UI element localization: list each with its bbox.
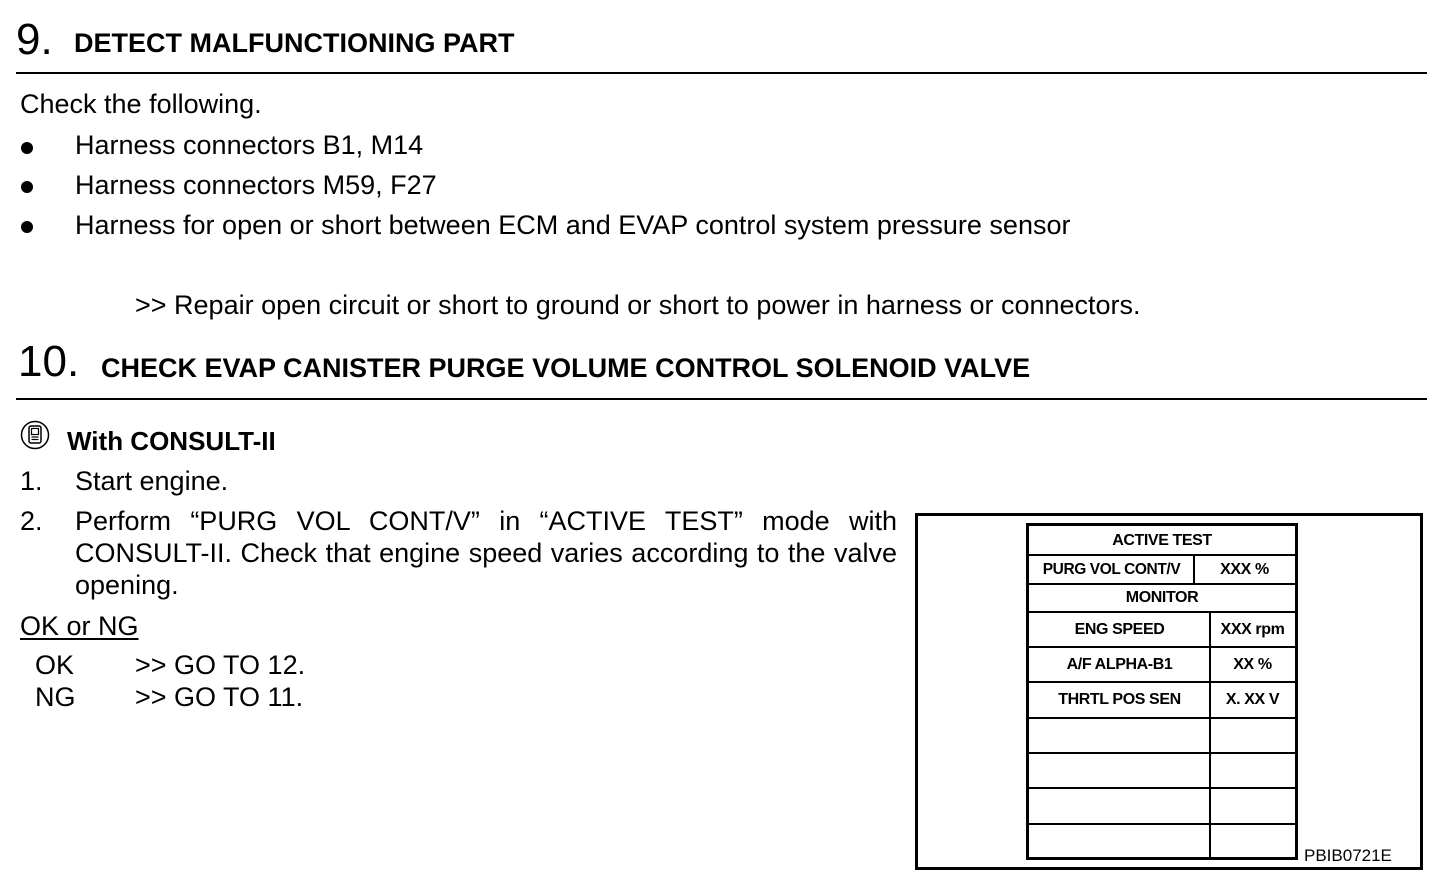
bullet-item: Harness connectors B1, M14	[75, 130, 424, 160]
figure-monitor-item	[1029, 753, 1210, 788]
consult-icon	[20, 420, 50, 450]
step-number: 2.	[20, 506, 43, 536]
figure-monitor-value	[1210, 788, 1295, 824]
figure-test-value: XXX %	[1220, 560, 1269, 578]
figure-header: ACTIVE TEST	[1112, 531, 1212, 549]
figure-id: PBIB0721E	[1304, 846, 1392, 865]
result-action-ng: >> GO TO 11.	[135, 682, 304, 712]
tool-label: With CONSULT-II	[67, 426, 276, 456]
result-action-ok: >> GO TO 12.	[135, 650, 306, 680]
section-10-title: CHECK EVAP CANISTER PURGE VOLUME CONTROL SOLENOID VALVE	[101, 353, 1031, 383]
figure-monitor-value: XX %	[1233, 655, 1272, 673]
figure-monitor-value: X. XX V	[1225, 691, 1280, 708]
figure-monitor-label: MONITOR	[1125, 589, 1199, 606]
figure-monitor-value	[1210, 753, 1295, 788]
figure-monitor-value	[1210, 824, 1295, 857]
figure-monitor-item: ENG SPEED	[1074, 620, 1165, 638]
bullet-icon	[21, 221, 33, 233]
figure-monitor-value: XXX rpm	[1220, 620, 1285, 638]
figure-test-item: PURG VOL CONT/V	[1042, 560, 1181, 578]
bullet-item: Harness for open or short between ECM and EVAP control system pressure sensor	[75, 210, 1071, 240]
step-text: Start engine.	[75, 466, 229, 496]
section-9-title: DETECT MALFUNCTIONING PART	[74, 28, 515, 58]
step-text: Perform “PURG VOL CONT/V” in “ACTIVE TEST” mode with CONSULT-II. Check that engine speed varies according to the valve opening.	[75, 506, 897, 600]
figure-monitor-item: A/F ALPHA-B1	[1066, 655, 1173, 673]
bullet-item: Harness connectors M59, F27	[75, 170, 437, 200]
result-code-ng: NG	[35, 682, 76, 712]
section-10-number: 10.	[18, 337, 80, 386]
figure-monitor-item	[1029, 788, 1210, 824]
bullet-icon	[21, 142, 33, 154]
figure-monitor-item	[1029, 718, 1210, 753]
step-number: 1.	[20, 466, 43, 496]
section-9-intro: Check the following.	[20, 89, 262, 119]
result-code-ok: OK	[35, 650, 75, 680]
figure-monitor-value	[1210, 718, 1295, 753]
section-9-action: >> Repair open circuit or short to ground or short to power in harness or connectors.	[135, 290, 1141, 320]
consult-screen-table	[1026, 523, 1298, 860]
section-10-rule	[16, 398, 1427, 400]
bullet-icon	[21, 181, 33, 193]
result-label: OK or NG	[20, 611, 139, 641]
section-9-number: 9.	[16, 15, 53, 64]
section-9-rule	[16, 72, 1427, 74]
figure-monitor-item: THRTL POS SEN	[1058, 691, 1181, 708]
figure-monitor-item	[1029, 824, 1210, 857]
